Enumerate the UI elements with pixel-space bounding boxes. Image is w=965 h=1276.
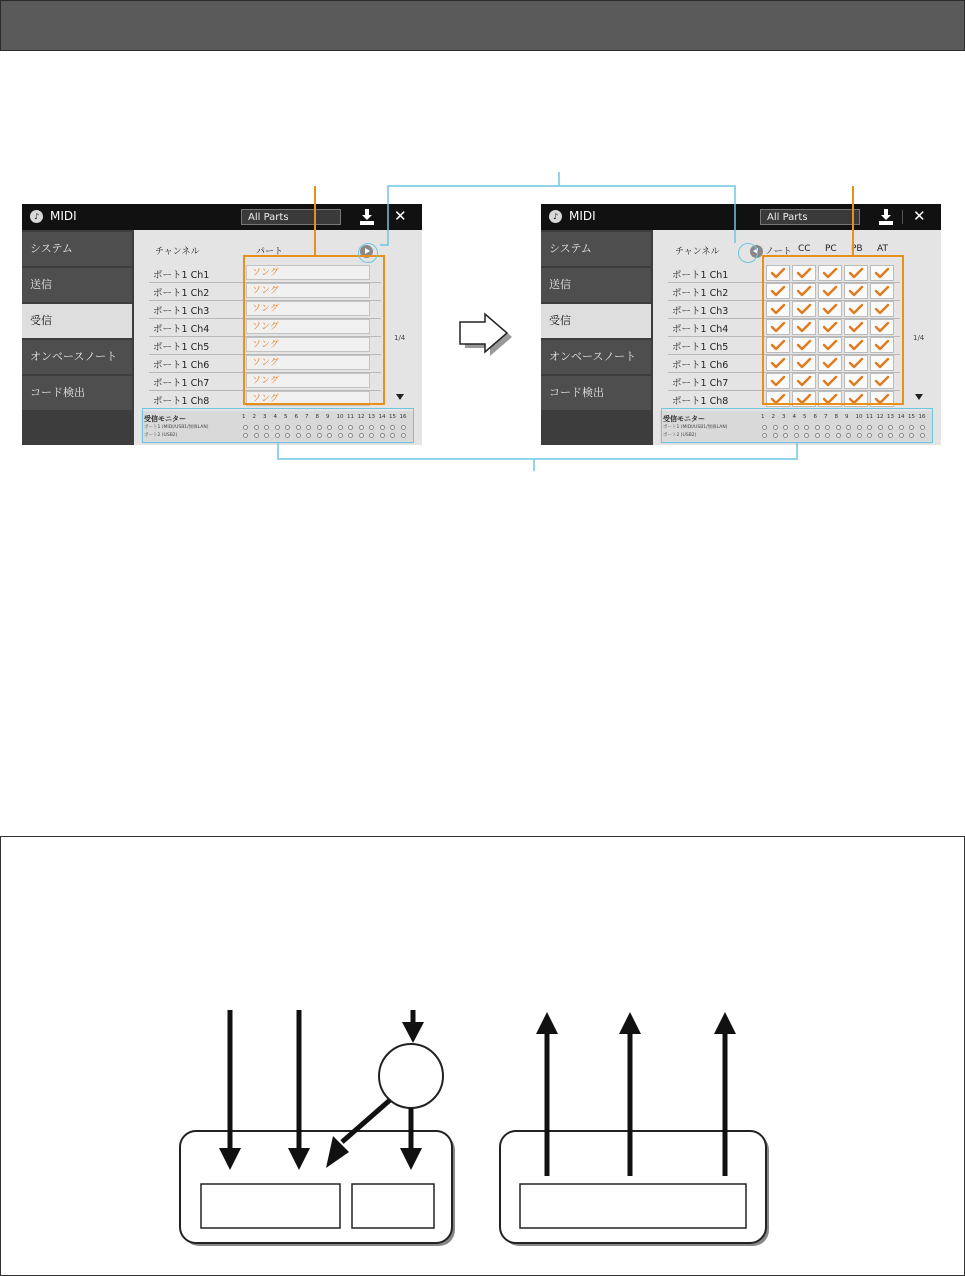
monitor-channel-number: 7 — [824, 414, 828, 420]
monitor-channel-number: 15 — [389, 414, 396, 420]
monitor-channel-number: 5 — [803, 414, 807, 420]
monitor-channel-number: 9 — [326, 414, 330, 420]
sidebar-item-chord-detect[interactable]: コード検出 — [541, 376, 651, 410]
app-logo-icon: ♪ — [30, 210, 43, 223]
close-icon[interactable]: ✕ — [394, 207, 407, 225]
parts-selector[interactable]: All Parts — [760, 209, 860, 225]
monitor-channel-number: 1 — [761, 414, 765, 420]
flow-diagram-graphic — [0, 836, 965, 1274]
sidebar-item-transmit[interactable]: 送信 — [541, 268, 651, 302]
channel-label: ポート1 Ch4 — [672, 324, 729, 335]
sidebar-item-system[interactable]: システム — [22, 232, 132, 266]
monitor-channel-number: 3 — [782, 414, 786, 420]
close-icon[interactable]: ✕ — [913, 207, 926, 225]
monitor-port2-label: ポート2 (USB2) — [144, 433, 178, 438]
sidebar-item-receive[interactable]: 受信 — [541, 304, 651, 338]
monitor-channel-number: 12 — [876, 414, 884, 420]
channel-label: ポート1 Ch7 — [153, 378, 210, 389]
sidebar-item-chord-detect[interactable]: コード検出 — [22, 376, 132, 410]
monitor-channel-number: 8 — [834, 414, 838, 420]
monitor-channel-number: 16 — [918, 414, 926, 420]
monitor-channel-number: 12 — [357, 414, 365, 420]
page-indicator: 1/4 — [913, 334, 925, 342]
monitor-channel-number: 7 — [305, 414, 309, 420]
monitor-port2-label: ポート2 (USB2) — [663, 433, 697, 438]
callout-lines — [0, 0, 965, 480]
sidebar-item-transmit[interactable]: 送信 — [22, 268, 132, 302]
channel-label: ポート1 Ch1 — [672, 270, 729, 281]
channel-label: ポート1 Ch8 — [153, 396, 210, 407]
screen-title: MIDI — [569, 209, 596, 223]
monitor-channel-number: 3 — [263, 414, 267, 420]
channel-label: ポート1 Ch2 — [153, 288, 210, 299]
monitor-channel-number: 4 — [792, 414, 796, 420]
sidebar-item-on-bass-note[interactable]: オンベースノート — [22, 340, 132, 374]
sidebar-item-system[interactable]: システム — [541, 232, 651, 266]
monitor-channel-number: 13 — [368, 414, 375, 420]
monitor-channel-number: 14 — [378, 414, 386, 420]
channel-header: チャンネル — [675, 247, 720, 257]
col-header-note: ノート — [765, 247, 792, 257]
monitor-channel-number: 11 — [347, 414, 354, 420]
channel-label: ポート1 Ch6 — [153, 360, 210, 371]
part-header: パート — [256, 247, 284, 257]
col-header-pc: PC — [825, 244, 837, 254]
arrow-right-icon — [458, 312, 514, 358]
part-select-cell[interactable]: ソング — [246, 319, 370, 334]
monitor-channel-number: 14 — [897, 414, 905, 420]
monitor-channel-number: 6 — [813, 414, 817, 420]
monitor-port1-label: ポート1 (MIDI/USB1/無線LAN) — [663, 425, 728, 430]
monitor-title: 受信モニター — [663, 415, 705, 423]
monitor-channel-number: 11 — [866, 414, 873, 420]
parts-selector[interactable]: All Parts — [241, 209, 341, 225]
monitor-channel-number: 10 — [855, 414, 863, 420]
channel-label: ポート1 Ch4 — [153, 324, 210, 335]
screen-title: MIDI — [50, 209, 77, 223]
part-select-cell[interactable]: ソング — [246, 391, 370, 406]
monitor-channel-number: 10 — [336, 414, 344, 420]
monitor-channel-number: 8 — [315, 414, 319, 420]
part-select-cell[interactable]: ソング — [246, 265, 370, 280]
monitor-channel-number: 1 — [242, 414, 246, 420]
part-select-cell[interactable]: ソング — [246, 373, 370, 388]
app-logo-icon: ♪ — [549, 210, 562, 223]
sidebar-item-receive[interactable]: 受信 — [22, 304, 132, 338]
monitor-channel-number: 6 — [294, 414, 298, 420]
channel-label: ポート1 Ch5 — [672, 342, 729, 353]
monitor-channel-number: 2 — [771, 414, 775, 420]
channel-label: ポート1 Ch8 — [672, 396, 729, 407]
monitor-channel-number: 4 — [273, 414, 277, 420]
monitor-channel-number: 5 — [284, 414, 288, 420]
monitor-title: 受信モニター — [144, 415, 186, 423]
page-indicator: 1/4 — [394, 334, 406, 342]
channel-label: ポート1 Ch2 — [672, 288, 729, 299]
part-select-cell[interactable]: ソング — [246, 355, 370, 370]
channel-label: ポート1 Ch5 — [153, 342, 210, 353]
part-select-cell[interactable]: ソング — [246, 283, 370, 298]
monitor-channel-number: 16 — [399, 414, 407, 420]
channel-label: ポート1 Ch3 — [672, 306, 729, 317]
part-select-cell[interactable]: ソング — [246, 337, 370, 352]
channel-label: ポート1 Ch6 — [672, 360, 729, 371]
channel-label: ポート1 Ch1 — [153, 270, 210, 281]
monitor-channel-number: 15 — [908, 414, 915, 420]
col-header-cc: CC — [798, 244, 811, 254]
monitor-channel-number: 13 — [887, 414, 894, 420]
part-select-cell[interactable]: ソング — [246, 301, 370, 316]
sidebar-item-on-bass-note[interactable]: オンベースノート — [541, 340, 651, 374]
monitor-channel-number: 9 — [845, 414, 849, 420]
channel-label: ポート1 Ch3 — [153, 306, 210, 317]
channel-label: ポート1 Ch7 — [672, 378, 729, 389]
monitor-channel-number: 2 — [252, 414, 256, 420]
col-header-at: AT — [877, 244, 888, 254]
channel-header: チャンネル — [155, 247, 200, 257]
col-header-pb: PB — [851, 244, 863, 254]
monitor-port1-label: ポート1 (MIDI/USB1/無線LAN) — [144, 425, 209, 430]
